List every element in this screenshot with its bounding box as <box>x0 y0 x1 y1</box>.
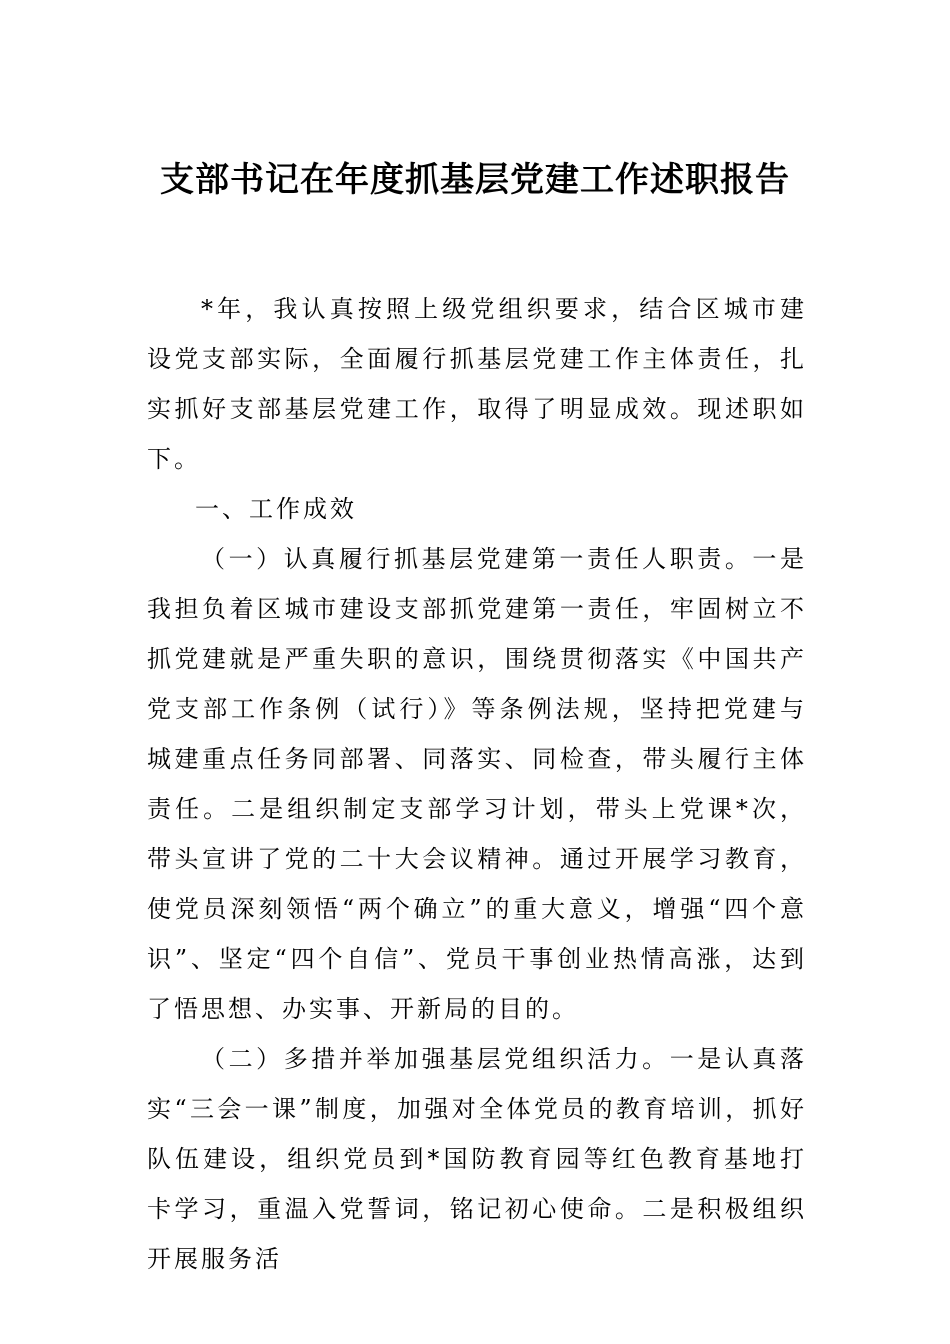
paragraph-item-2: （二）多措并举加强基层党组织活力。一是认真落实“三会一课”制度，加强对全体党员的教育培训，抓好队伍建设，组织党员到*国防教育园等红色教育基地打卡学习，重温入党誓词，铭记初心使命。二是积极组织开展服务活 <box>147 1045 807 1273</box>
document-title: 支部书记在年度抓基层党建工作述职报告 <box>160 160 790 200</box>
paragraph-item-1: （一）认真履行抓基层党建第一责任人职责。一是我担负着区城市建设支部抓党建第一责任，牢固树立不抓党建就是严重失职的意识，围绕贯彻落实《中国共产党支部工作条例（试行）》等条例法规，坚持把党建与城建重点任务同部署、同落实、同检查，带头履行主体责任。二是组织制定支部学习计划，带头上党课*次，带头宣讲了党的二十大会议精神。通过开展学习教育，使党员深刻领悟“两个确立”的重大意义，增强“四个意识”、坚定“四个自信”、党员干事创业热情高涨，达到了悟思想、办实事、开新局的目的。 <box>147 545 807 1023</box>
section-heading-work-results: 一、工作成效 <box>195 495 357 523</box>
document-body <box>147 284 807 1284</box>
intro-paragraph: *年，我认真按照上级党组织要求，结合区城市建设党支部实际，全面履行抓基层党建工作主体责任，扎实抓好支部基层党建工作，取得了明显成效。现述职如下。 <box>147 295 807 473</box>
